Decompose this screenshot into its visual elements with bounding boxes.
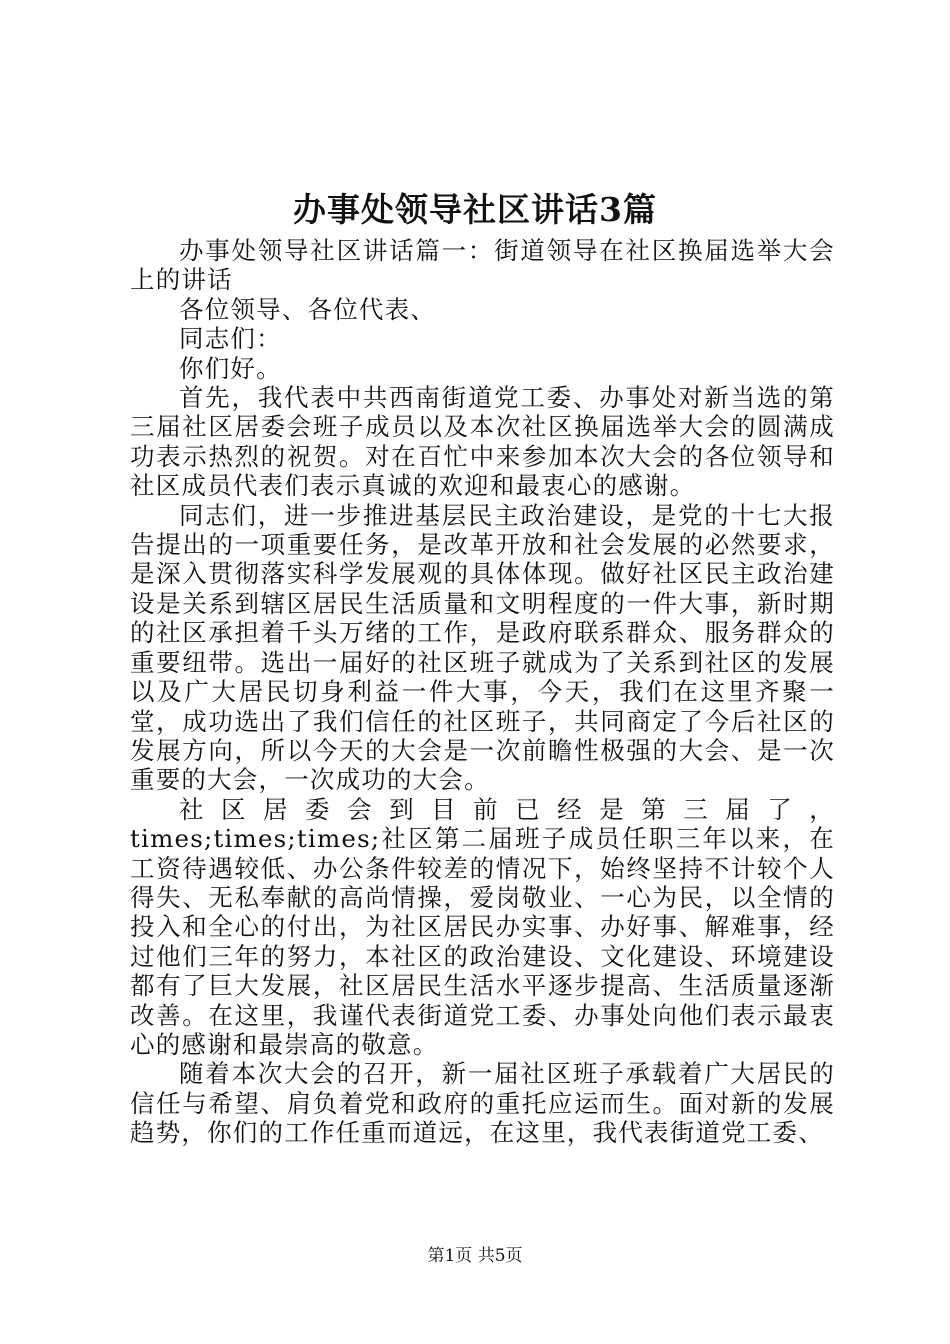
paragraph: 各位领导、各位代表、 — [179, 294, 436, 324]
document-title: 办事处领导社区讲话3篇 — [293, 190, 657, 229]
paragraph: 同志们，进一步推进基层民主政治建设，是党的十七大报告提出的一项重要任务，是改革开放和社会发展的必然要求，是深入贯彻落实科学发展观的具体体现。做好社区民主政治建设是关系到辖区居民生活质量和文明程度的一件大事，新时期的社区承担着千头万绪的工作，是政府联系群众、服务群众的重要纽带。选出一届好的社区班子就成为了关系到社区的发展以及广大居民切身利益一件大事，今天，我们在这里齐聚一堂，成功选出了我们信任的社区班子，共同商定了今后社区的发展方向，所以今天的大会是一次前瞻性极强的大会、是一次重要的大会，一次成功的大会。 — [130, 500, 835, 795]
page-number-footer: 第1页 共5页 — [427, 1246, 523, 1266]
paragraph: 办事处领导社区讲话篇一：街道领导在社区换届选举大会上的讲话 — [130, 236, 835, 295]
document-body — [130, 236, 835, 1148]
paragraph: 你们好。 — [179, 353, 282, 383]
paragraph: 首先，我代表中共西南街道党工委、办事处对新当选的第三届社区居委会班子成员以及本次社区换届选举大会的圆满成功表示热烈的祝贺。对在百忙中来参加本次大会的各位领导和社区成员代表们表示真诚的欢迎和最衷心的感谢。 — [130, 383, 835, 501]
paragraph: 社区居委会到目前已经是第三届了，times;times;times;社区第二届班子成员任职三年以来，在工资待遇较低、办公条件较差的情况下，始终坚持不计较个人得失、无私奉献的高尚情操，爱岗敬业、一心为民，以全情的投入和全心的付出，为社区居民办实事、办好事、解难事，经过他们三年的努力，本社区的政治建设、文化建设、环境建设都有了巨大发展，社区居民生活水平逐步提高、生活质量逐渐改善。在这里，我谨代表街道党工委、办事处向他们表示最衷心的感谢和最崇高的敬意。 — [130, 794, 835, 1059]
paragraph: 随着本次大会的召开，新一届社区班子承载着广大居民的信任与希望、肩负着党和政府的重托应运而生。面对新的发展趋势，你们的工作任重而道远，在这里，我代表街道党工委、 — [130, 1059, 835, 1148]
paragraph: 同志们： — [179, 324, 282, 354]
